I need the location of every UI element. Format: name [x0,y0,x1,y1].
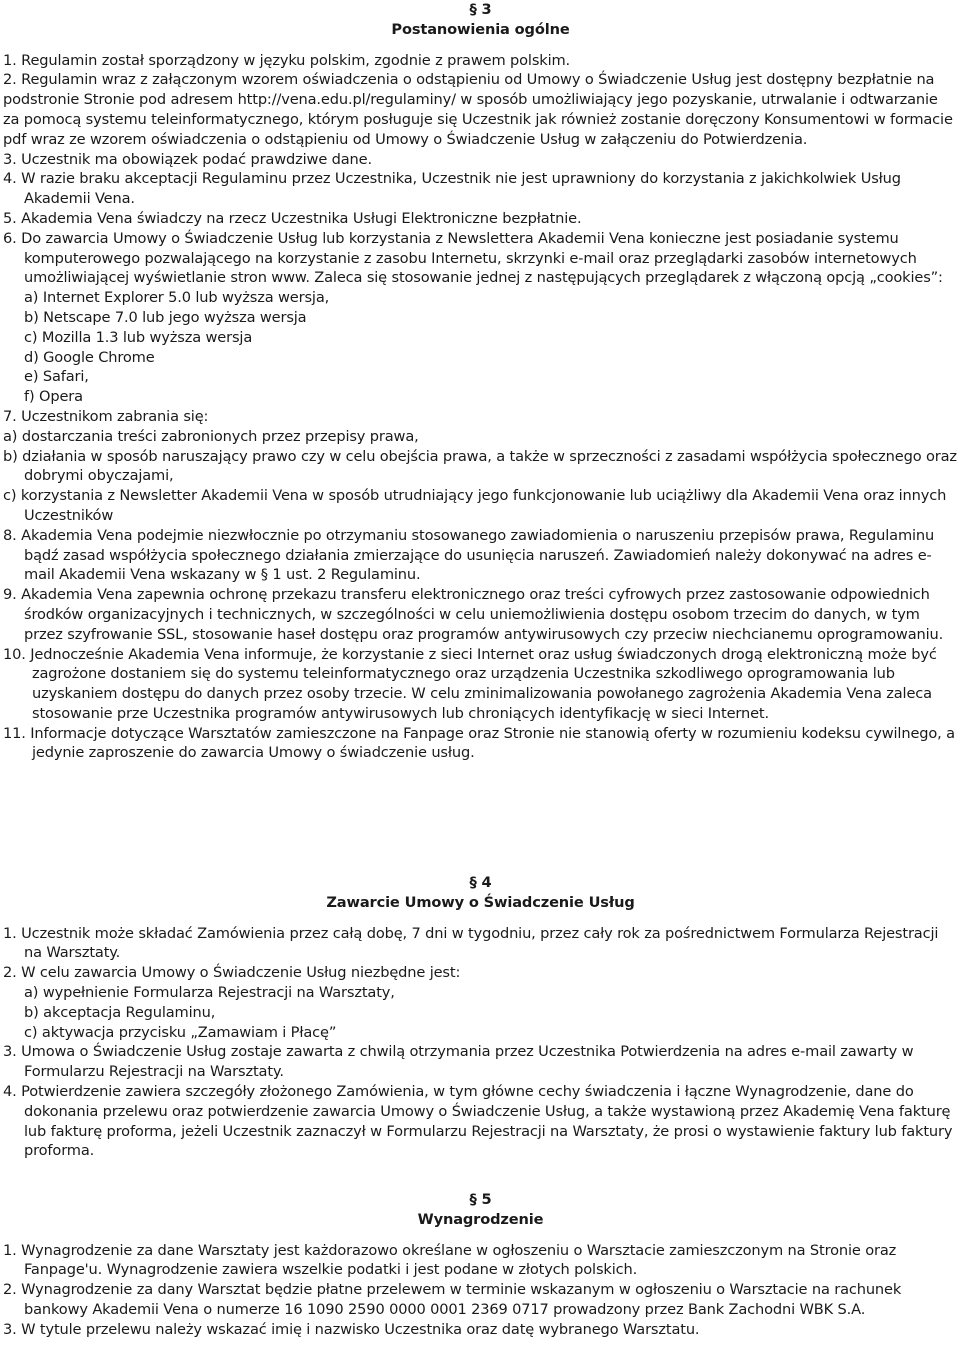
section-number: § 4 [469,874,492,891]
list-item: 2. W celu zawarcia Umowy o Świadczenie Usług niezbędne jest: [3,964,461,982]
section-heading [3,0,958,40]
list-item: 2. Wynagrodzenie za dany Warsztat będzie płatne przelewem w terminie wskazanym w ogłoszeniu o Warsztacie na rachunek bankowy Akademii Vena o numerze 16 1090 2590 0000 0001 2369 0717 prowadzony przez Bank Zachodni WBK S.A. [3,1281,902,1318]
list-item: 6. Do zawarcia Umowy o Świadczenie Usług lub korzystania z Newslettera Akademii Vena konieczne jest posiadanie systemu komputerowego pozwalającego na korzystanie z zasobu Internetu, skrzynki e-mail oraz przeglądarki zasobów internetowych umożliwiającej wyświetlanie stron www. Zaleca się stosowanie jednej z następujących przeglądarek z włączoną opcją „cookies”: [3,229,943,287]
list-subitem: a) dostarczania treści zabronionych przez przepisy prawa, [3,427,419,445]
section-title: Postanowienia ogólne [391,20,570,38]
list-subitem: b) działania w sposób naruszający prawo czy w celu obejścia prawa, a także w sprzeczności z zasadami współżycia społecznego oraz dobrymi obyczajami, [3,447,957,485]
list-item: 3. Uczestnik ma obowiązek podać prawdziwe dane. [3,150,372,168]
section-5 [3,1190,958,1340]
list-item: 8. Akademia Vena podejmie niezwłocznie po otrzymaniu stosowanego zawiadomienia o naruszeniu przepisów prawa, Regulaminu bądź zasad współżycia społecznego działania zmierzające do usunięcia naruszeń. Zawiadomień należy dokonywać na adres e-mail Akademii Vena wskazany w § 1 ust. 2 Regulaminu. [3,526,935,584]
section-4 [3,873,958,1161]
list-subitem: a) Internet Explorer 5.0 lub wyższa wersja, [24,289,330,307]
section-title: Wynagrodzenie [417,1210,544,1228]
list-item: 9. Akademia Vena zapewnia ochronę przekazu transferu elektronicznego oraz treści cyfrowych przez zastosowanie odpowiednich środków organizacyjnych i technicznych, w szczególności w celu uniemożliwienia dostępu osobom trzecim do danych, w tym przez szyfrowanie SSL, stosowanie haseł dostępu oraz programów antywirusowych czy przeciw niechcianemu oprogramowaniu. [3,586,944,643]
list-item: 10. Jednocześnie Akademia Vena informuje, że korzystanie z sieci Internet oraz usług świadczonych drogą elektroniczną może być zagrożone dostaniem się do systemu teleinformatycznego oraz urządzenia Uczestnika szkodliwego oprogramowania lub uzyskaniem dostępu do danych przez osoby trzecie. W celu zminimalizowania powołanego zagrożenia Akademia Vena zaleca stosowanie prze Uczestnika programów antywirusowych lub chroniących identyfikację w sieci Internet. [3,645,937,722]
list-item: 3. W tytule przelewu należy wskazać imię i nazwisko Uczestnika oraz datę wybranego Warsztatu. [3,1320,700,1338]
list-subitem: a) wypełnienie Formularza Rejestracji na Warsztaty, [24,983,395,1001]
list-item: 7. Uczestnikom zabrania się: [3,407,209,425]
list-item: 5. Akademia Vena świadczy na rzecz Uczestnika Usługi Elektroniczne bezpłatnie. [3,209,582,227]
section-3 [3,0,958,763]
list-subitem: c) Mozilla 1.3 lub wyższa wersja [24,328,253,346]
section-number: § 5 [469,1191,492,1208]
section-heading [3,1190,958,1230]
section-heading [3,873,958,913]
list-item: 1. Regulamin został sporządzony w języku polskim, zgodnie z prawem polskim. [3,51,571,69]
list-item: 4. W razie braku akceptacji Regulaminu przez Uczestnika, Uczestnik nie jest uprawniony do korzystania z jakichkolwiek Usług Akademii Vena. [3,170,901,208]
list-item: 2. Regulamin wraz z załączonym wzorem oświadczenia o odstąpieniu od Umowy o Świadczenie Usług jest dostępny bezpłatnie na podstronie Stronie pod adresem http://vena.edu.pl/regulaminy/ w sposób umożliwiający jego pozyskanie, utrwalanie i odtwarzanie za pomocą systemu teleinformatycznego, którym posługuje się Uczestnik jak również zostanie doręczony Konsumentowi w formacie pdf wraz ze wzorem oświadczenia o odstąpieniu od Umowy o Świadczenie Usług w załączeniu do Potwierdzenia. [3,71,953,148]
list-subitem: e) Safari, [24,368,89,386]
list-item: 11. Informacje dotyczące Warsztatów zamieszczone na Fanpage oraz Stronie nie stanowią oferty w rozumieniu kodeksu cywilnego, a jedynie zaproszenie do zawarcia Umowy o świadczenie usług. [3,724,955,762]
list-item: 1. Uczestnik może składać Zamówienia przez całą dobę, 7 dni w tygodniu, przez cały rok za pośrednictwem Formularza Rejestracji na Warsztaty. [3,924,939,962]
list-item: 4. Potwierdzenie zawiera szczegóły złożonego Zamówienia, w tym główne cechy świadczenia i łączne Wynagrodzenie, dane do dokonania przelewu oraz potwierdzenie zawarcia Umowy o Świadczenie Usług, a także wystawioną przez Akademię Vena fakturę lub fakturę proforma, jeżeli Uczestnik zaznaczył w Formularzu Rejestracji na Warsztaty, że prosi o wystawienie faktury lub faktury proforma. [3,1082,953,1160]
list-subitem: d) Google Chrome [24,348,155,366]
list-item: 1. Wynagrodzenie za dane Warsztaty jest każdorazowo określane w ogłoszeniu o Warsztacie zamieszczonym na Stronie oraz Fanpage'u. Wynagrodzenie zawiera wszelkie podatki i jest podane w złotych polskich. [3,1241,897,1279]
list-subitem: b) akceptacja Regulaminu, [24,1003,216,1021]
section-title: Zawarcie Umowy o Świadczenie Usług [326,893,635,911]
list-item: 3. Umowa o Świadczenie Usług zostaje zawarta z chwilą otrzymania przez Uczestnika Potwierdzenia na adres e-mail zawarty w Formularzu Rejestracji na Warsztaty. [3,1043,914,1081]
list-subitem: c) korzystania z Newsletter Akademii Vena w sposób utrudniający jego funkcjonowanie lub uciążliwy dla Akademii Vena oraz innych Uczestników [3,487,947,524]
section-number: § 3 [469,1,492,18]
list-subitem: c) aktywacja przycisku „Zamawiam i Płacę” [24,1023,337,1041]
list-subitem: f) Opera [24,388,83,406]
list-subitem: b) Netscape 7.0 lub jego wyższa wersja [24,308,307,326]
